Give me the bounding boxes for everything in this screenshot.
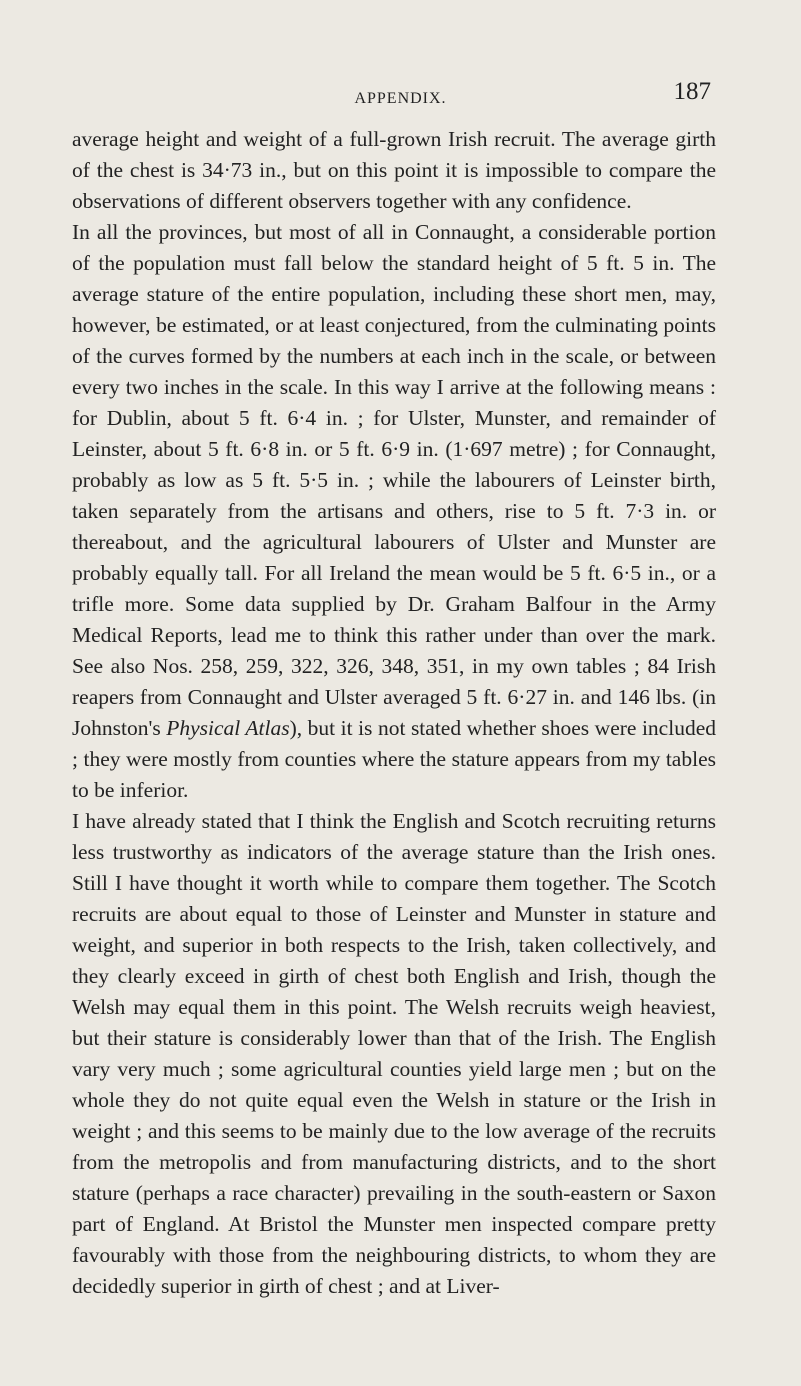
book-title: Physical Atlas — [166, 716, 290, 740]
page-header — [90, 78, 711, 108]
body-text — [72, 124, 716, 1302]
paragraph-1: average height and weight of a full-grown Irish recruit. The average girth of the chest is 34·73 in., but on this point it is impossible to compare the observations of different observers together with any confidence. — [72, 127, 716, 213]
paragraph-3: I have already stated that I think the English and Scotch recruiting returns less trustworthy as indicators of the average stature than the Irish ones. Still I have thought it worth while to compare them together. The Scotch recruits are about equal to those of Leinster and Munster in stature and weight, and superior in both respects to the Irish, taken collectively, and they clearly exceed in girth of chest both English and Irish, though the Welsh may equal them in this point. The Welsh recruits weigh heaviest, but their stature is considerably lower than that of the Irish. The English vary very much ; some agricultural counties yield large men ; but on the whole they do not quite equal even the Welsh in stature or the Irish in weight ; and this seems to be mainly due to the low average of the recruits from the metropolis and from manufacturing districts, and to the short stature (perhaps a race character) prevailing in the south-eastern or Saxon part of England. At Bristol the Munster men inspected compare pretty favourably with those from the neighbouring districts, to whom they are decidedly superior in girth of chest ; and at Liver- — [72, 809, 716, 1298]
page-number: 187 — [673, 78, 711, 105]
running-head: APPENDIX. — [354, 90, 447, 107]
paragraph-2: In all the provinces, but most of all in Connaught, a considerable portion of the population must fall below the standard height of 5 ft. 5 in. The average stature of the entire population, including these short men, may, however, be estimated, or at least conjectured, from the culminating points of the curves formed by the numbers at each inch in the scale, or between every two inches in the scale. In this way I arrive at the following means : for Dublin, about 5 ft. 6·4 in. ; for Ulster, Munster, and remainder of Leinster, about 5 ft. 6·8 in. or 5 ft. 6·9 in. (1·697 metre) ; for Connaught, probably as low as 5 ft. 5·5 in. ; while the labourers of Leinster birth, taken separately from the artisans and others, rise to 5 ft. 7·3 in. or thereabout, and the agricultural labourers of Ulster and Munster are probably equally tall. For all Ireland the mean would be 5 ft. 6·5 in., or a trifle more. Some data supplied by Dr. Graham Balfour in the Army Medical Reports, lead me to think this rather under than over the mark. See also Nos. 258, 259, 322, 326, 348, 351, in my own tables ; 84 Irish reapers from Connaught and Ulster averaged 5 ft. 6·27 in. and 146 lbs. (in Johnston's Physical Atlas), but it is not stated whether shoes were included ; they were mostly from counties where the stature appears from my tables to be inferior. — [72, 220, 716, 802]
